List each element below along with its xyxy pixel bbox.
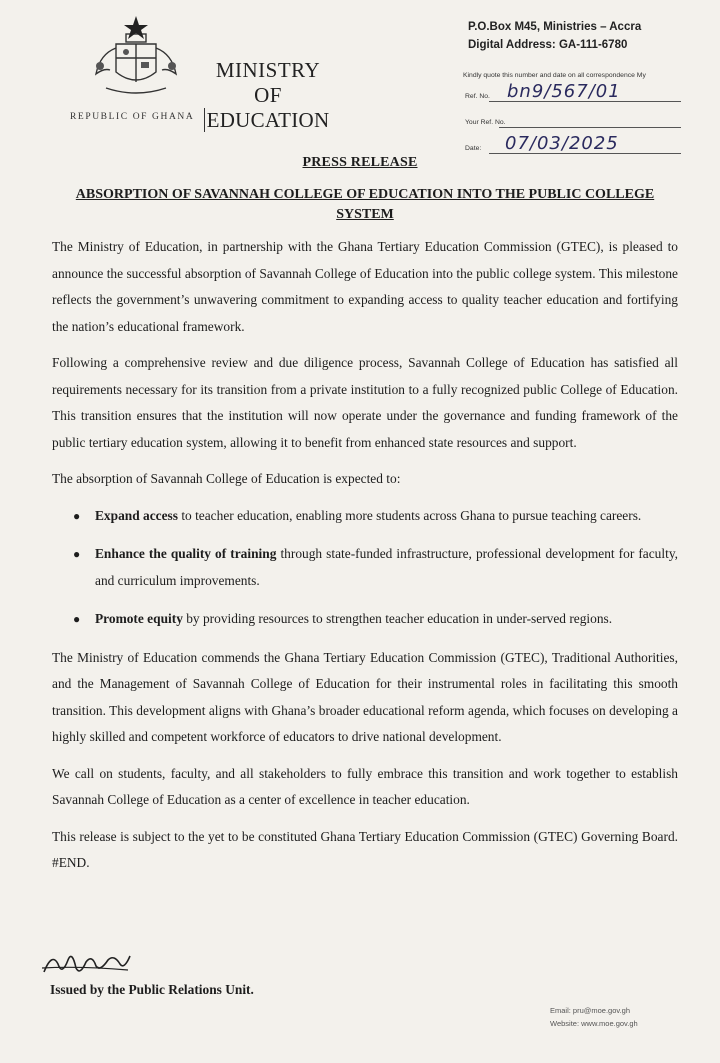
list-item: [73, 606, 678, 633]
ref-label: Ref. No.: [465, 93, 490, 100]
issued-by: Issued by the Public Relations Unit.: [50, 982, 254, 997]
divider: [204, 108, 205, 132]
list-item-bold: Promote equity: [95, 611, 183, 626]
reference-block: [463, 72, 693, 165]
paragraph-2: Following a comprehensive review and due diligence process, Savannah College of Education has satisfied all requirements necessary for its transition from a private institution to a fully recognized public College of Education. This transition ensures that the institution will now operate under the governance and funding framework of the public tertiary education system, allowing it to benefit from enhanced state resources and support.: [52, 355, 678, 450]
ministry-title-line-1: MINISTRY: [215, 58, 321, 82]
bullet-icon: ●: [73, 612, 81, 626]
list-item-bold: Expand access: [95, 507, 178, 523]
date-label: Date:: [465, 145, 482, 152]
paragraph-4: The Ministry of Education commends the Ghana Tertiary Education Commission (GTEC), Traditional Authorities, and the Management of Savannah College of Education for their instrumental roles in facilitating this smooth transition. This development aligns with Ghana’s broader educational reform agenda, which focuses on developing a highly skilled and competent workforce of educators to drive national development.: [52, 649, 678, 744]
list-item-text: by providing resources to strengthen teacher education in under-served regions.: [182, 611, 613, 626]
bullet-icon: ●: [73, 547, 81, 561]
quote-note: Kindly quote this number and date on all correspondence My: [463, 72, 646, 79]
your-ref-label: Your Ref. No.: [465, 119, 506, 126]
list-item-text: to teacher education, enabling more students across Ghana to pursue teaching careers.: [177, 507, 642, 523]
paragraph-1: The Ministry of Education, in partnership with the Ghana Tertiary Education Commission (GTEC), is pleased to announce the successful absorption of Savannah College of Education into the public college system. This milestone reflects the government’s unwavering commitment to expanding access to quality teacher education and fortifying the nation’s educational framework.: [52, 239, 678, 334]
date-value: 07/03/2025: [505, 133, 619, 154]
subject-heading: ABSORPTION OF SAVANNAH COLLEGE OF EDUCATION INTO THE PUBLIC COLLEGE SYSTEM: [75, 187, 655, 222]
website: Website: www.moe.gov.gh: [550, 1019, 638, 1028]
signature-icon: [40, 946, 135, 984]
po-box: P.O.Box M45, Ministries – Accra: [468, 21, 642, 33]
ref-number: bn9/567/01: [507, 81, 621, 102]
ministry-title-line-2: OF: [254, 83, 282, 107]
ministry-title-line-3: EDUCATION: [206, 108, 330, 132]
contact-info: [550, 1004, 638, 1030]
ministry-title: [204, 58, 332, 133]
bullet-icon: ●: [73, 508, 81, 523]
expected-outcomes-list: [52, 503, 678, 633]
list-item: [73, 541, 678, 594]
republic-of-ghana-label: REPUBLIC OF GHANA: [70, 112, 195, 122]
list-item-bold: Enhance the quality of training: [95, 546, 277, 561]
ref-row: [463, 81, 693, 113]
paragraph-3: The absorption of Savannah College of Education is expected to:: [52, 471, 401, 486]
your-ref-rule: [499, 127, 681, 128]
postal-address: [468, 18, 641, 54]
press-release-heading: PRESS RELEASE: [302, 155, 418, 170]
list-item-text: through state-funded infrastructure, professional development for faculty, and curriculum improvements.: [95, 546, 678, 588]
email: Email: pru@moe.gov.gh: [550, 1006, 631, 1015]
release-body: [52, 234, 678, 887]
list-item: [73, 503, 678, 530]
digital-address: Digital Address: GA-111-6780: [468, 39, 628, 51]
paragraph-5: We call on students, faculty, and all stakeholders to fully embrace this transition and work together to establish Savannah College of Education as a center of excellence in teacher education.: [52, 765, 678, 807]
paragraph-6: This release is subject to the yet to be constituted Ghana Tertiary Education Commission (GTEC) Governing Board. #END.: [52, 828, 678, 870]
ghana-coat-of-arms-icon: [86, 14, 186, 104]
